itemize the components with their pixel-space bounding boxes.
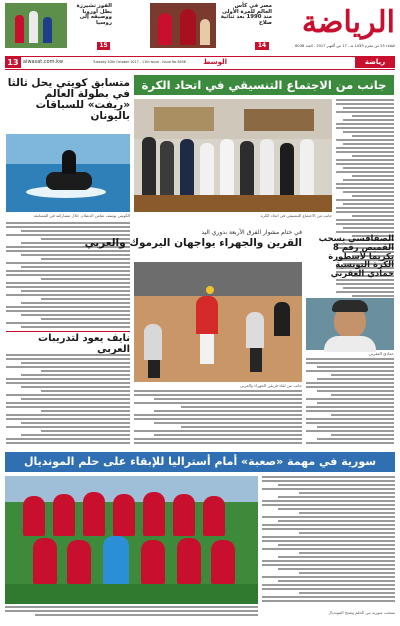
masthead	[0, 0, 400, 56]
lead-photo	[134, 99, 332, 212]
jetski-headline[interactable]: متسابق كويتي يحل ثالثا في بطولة العالم «ريفت» للسباقات باليونان	[7, 77, 130, 123]
promo-europe-page-badge: 15	[97, 42, 110, 50]
syria-headline[interactable]: سورية في مهمة «صعبة» أمام أستراليا للإبقاء على حلم المونديال	[5, 452, 395, 472]
lead-photo-caption: جانب من الاجتماع التنسيقي في اتحاد الكرة	[260, 213, 332, 218]
jetski-photo-caption: الكويتي يوسف عباس الدغيلان خلال مشاركته في المسابقة	[33, 213, 130, 218]
handball-photo	[134, 262, 302, 382]
website[interactable]: alwasat.com.kw	[23, 59, 64, 65]
syria-body-text-bottom	[5, 606, 258, 618]
lead-headline[interactable]: جانب من الاجتماع التنسيقي في اتحاد الكرة	[134, 75, 394, 95]
arabi-body-text	[6, 354, 130, 448]
handball-photo-caption: جانب من لقاء فريقي الجهراء والعربي	[239, 383, 302, 388]
promo-egypt-photo	[150, 3, 216, 48]
coach-photo-caption: حمادي العقربي	[368, 351, 394, 356]
coach-headline[interactable]: الصفاقسي يسحب القميص رقم 8 تكريما لأسطورة الكرة التونسية حمادي العقربي	[318, 233, 394, 279]
section-label: رياضة	[355, 57, 395, 68]
jetski-photo	[6, 134, 130, 212]
promo-egypt-page-badge: 14	[255, 42, 269, 50]
syria-footer-caption: منتخب سورية بين الحلم وشبح المونديال	[328, 610, 395, 615]
section-bar	[5, 56, 395, 70]
page-number: 13	[5, 57, 21, 68]
handball-kicker: في ختام مشوار الفرق الأربعة بدوري اليد	[201, 229, 302, 236]
date-line: Tuesday 10th October 2017 - 11th issue - Issue No 8038	[93, 60, 186, 64]
arabi-headline[interactable]: نايف يعود لتدريبات العربي	[38, 333, 130, 355]
handball-body-text	[134, 390, 302, 448]
syria-team-photo	[5, 476, 258, 604]
syria-body-text	[262, 476, 395, 604]
masthead-logo: الرياضة	[301, 5, 395, 40]
promo-europe-photo	[5, 3, 67, 48]
handball-headline[interactable]: القرين والجهراء يواجهان اليرموك والعربي	[84, 237, 302, 249]
promo-europe-text[interactable]: الفوز تشيرزة بطل أوروبا ووصيفه إلى روسيا	[76, 3, 112, 27]
coach-body-text	[306, 358, 394, 448]
paper-name: الوسط	[203, 58, 227, 66]
coach-photo	[306, 298, 394, 350]
masthead-info-line: الثلاثاء 25 من محرم 1439 هـ - 17 من أكتوبر 2017 - العدد 8038	[295, 44, 395, 48]
promo-egypt-text[interactable]: مصر في كأس العالم للمرة الأولى منذ 1990 بعد ثنائية صلاح	[220, 3, 272, 27]
